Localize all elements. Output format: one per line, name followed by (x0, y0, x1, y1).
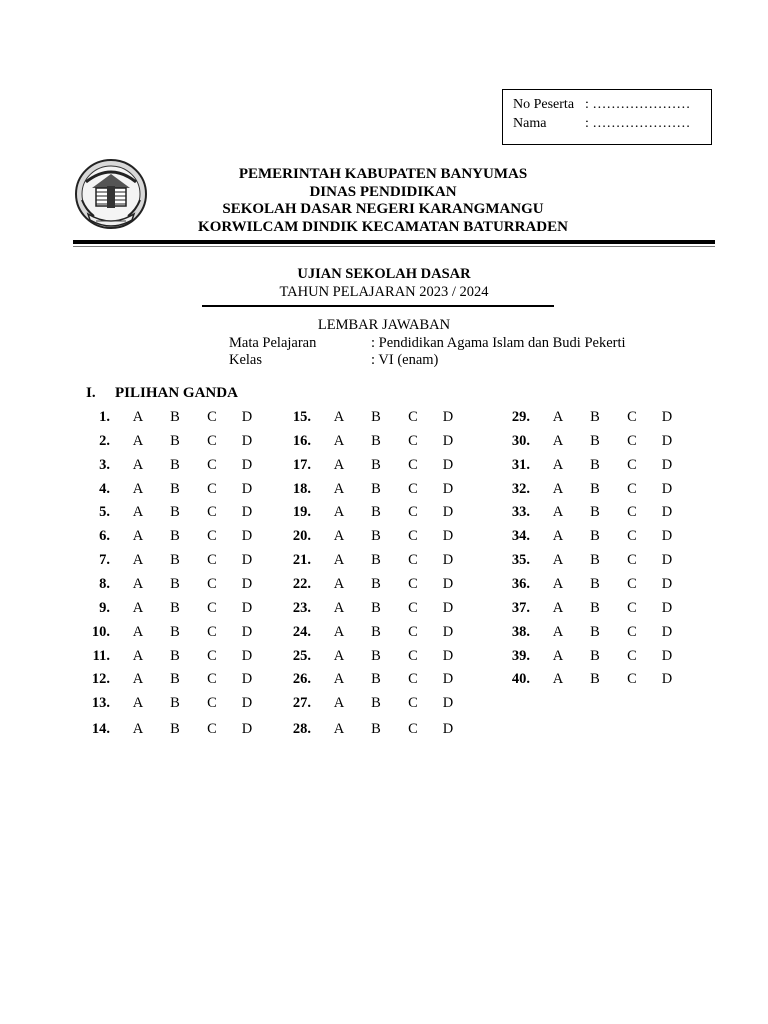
question-number: 2. (99, 433, 110, 449)
no-peserta-row (513, 95, 711, 114)
letterhead-divider-thin (73, 246, 715, 247)
answer-option[interactable]: C (408, 528, 418, 544)
answer-option[interactable]: D (661, 671, 673, 687)
nama-label: Nama (513, 116, 547, 131)
question-number: 38. (511, 624, 530, 640)
answer-option[interactable]: B (371, 576, 381, 592)
answer-option[interactable]: A (132, 504, 144, 520)
answer-option[interactable]: A (333, 576, 345, 592)
answer-option[interactable]: B (170, 721, 180, 737)
question-number: 7. (99, 552, 110, 568)
question-number: 17. (292, 457, 311, 473)
answer-option[interactable]: B (170, 433, 180, 449)
question-row (285, 456, 465, 474)
answer-option[interactable]: A (552, 433, 564, 449)
answer-option[interactable]: A (552, 552, 564, 568)
nama-row (513, 114, 711, 133)
answer-option[interactable]: C (627, 457, 637, 473)
answer-option[interactable]: B (371, 409, 381, 425)
answer-option[interactable]: A (132, 457, 144, 473)
answer-option[interactable]: D (661, 624, 673, 640)
answer-option[interactable]: B (371, 695, 381, 711)
answer-sheet-title: LEMBAR JAWABAN (317, 317, 451, 333)
answer-option[interactable]: B (170, 600, 180, 616)
answer-option[interactable]: B (590, 504, 600, 520)
question-number: 18. (292, 481, 311, 497)
question-row (84, 670, 264, 688)
question-number: 13. (91, 695, 110, 711)
answer-option[interactable]: C (408, 409, 418, 425)
answer-option[interactable]: A (552, 671, 564, 687)
question-row (84, 575, 264, 593)
header-line-2: DINAS PENDIDIKAN (309, 183, 457, 200)
question-row (285, 623, 465, 641)
answer-option[interactable]: D (661, 409, 673, 425)
answer-option[interactable]: A (132, 600, 144, 616)
answer-option[interactable]: C (627, 671, 637, 687)
answer-option[interactable]: C (207, 671, 217, 687)
answer-option[interactable]: C (207, 457, 217, 473)
question-row (504, 408, 684, 426)
question-number: 19. (292, 504, 311, 520)
answer-option[interactable]: D (442, 695, 454, 711)
answer-option[interactable]: A (333, 648, 345, 664)
question-row (84, 527, 264, 545)
question-number: 33. (511, 504, 530, 520)
answer-option[interactable]: B (371, 481, 381, 497)
answer-option[interactable]: D (241, 721, 253, 737)
answer-option[interactable]: D (241, 552, 253, 568)
answer-option[interactable]: B (590, 576, 600, 592)
question-number: 12. (91, 671, 110, 687)
answer-option[interactable]: B (590, 457, 600, 473)
answer-option[interactable]: D (661, 528, 673, 544)
question-row (504, 432, 684, 450)
question-row (504, 647, 684, 665)
answer-option[interactable]: D (442, 624, 454, 640)
answer-option[interactable]: C (627, 600, 637, 616)
answer-option[interactable]: A (552, 648, 564, 664)
answer-option[interactable]: C (207, 576, 217, 592)
answer-option[interactable]: D (241, 433, 253, 449)
answer-option[interactable]: A (333, 433, 345, 449)
answer-option[interactable]: B (170, 624, 180, 640)
question-number: 24. (292, 624, 311, 640)
question-number: 35. (511, 552, 530, 568)
question-number: 27. (292, 695, 311, 711)
answer-option[interactable]: D (661, 504, 673, 520)
answer-option[interactable]: C (627, 433, 637, 449)
question-row (84, 408, 264, 426)
question-number: 36. (511, 576, 530, 592)
question-number: 1. (99, 409, 110, 425)
answer-option[interactable]: D (241, 695, 253, 711)
answer-option[interactable]: B (371, 457, 381, 473)
answer-option[interactable]: B (371, 671, 381, 687)
section-heading (86, 384, 238, 402)
answer-option[interactable]: B (590, 433, 600, 449)
answer-option[interactable]: D (661, 457, 673, 473)
answer-option[interactable]: D (241, 576, 253, 592)
answer-option[interactable]: B (590, 552, 600, 568)
answer-option[interactable]: B (371, 504, 381, 520)
nama-value: : ………………… (585, 116, 691, 131)
answer-option[interactable]: B (590, 648, 600, 664)
question-number: 9. (99, 600, 110, 616)
question-number: 16. (292, 433, 311, 449)
question-row (504, 503, 684, 521)
answer-option[interactable]: A (132, 552, 144, 568)
answer-option[interactable]: C (207, 600, 217, 616)
question-row (285, 527, 465, 545)
question-number: 3. (99, 457, 110, 473)
exam-title-underline (202, 305, 554, 307)
question-number: 37. (511, 600, 530, 616)
answer-option[interactable]: A (333, 552, 345, 568)
answer-option[interactable]: A (552, 504, 564, 520)
answer-option[interactable]: B (590, 409, 600, 425)
question-number: 6. (99, 528, 110, 544)
answer-option[interactable]: D (661, 600, 673, 616)
answer-option[interactable]: B (371, 721, 381, 737)
letterhead (150, 166, 616, 236)
header-line-1: PEMERINTAH KABUPATEN BANYUMAS (238, 166, 528, 182)
question-number: 15. (292, 409, 311, 425)
answer-option[interactable]: B (590, 671, 600, 687)
answer-option[interactable]: B (170, 576, 180, 592)
header-line-4: KORWILCAM DINDIK KECAMATAN BATURRADEN (198, 218, 568, 235)
answer-option[interactable]: B (590, 600, 600, 616)
question-number: 14. (91, 721, 110, 737)
question-row (84, 480, 264, 498)
answer-option[interactable]: B (371, 552, 381, 568)
question-number: 25. (292, 648, 311, 664)
answer-option[interactable]: B (170, 409, 180, 425)
answer-option[interactable]: C (627, 648, 637, 664)
answer-option[interactable]: D (661, 433, 673, 449)
answer-option[interactable]: D (241, 457, 253, 473)
question-row (84, 623, 264, 641)
question-number: 10. (91, 624, 110, 640)
answer-option[interactable]: A (552, 457, 564, 473)
answer-option[interactable]: B (590, 481, 600, 497)
question-number: 40. (511, 671, 530, 687)
question-row (285, 647, 465, 665)
section-number: I. (86, 385, 96, 401)
answer-option[interactable]: B (371, 528, 381, 544)
question-row (84, 503, 264, 521)
answer-option[interactable]: A (333, 504, 345, 520)
answer-option[interactable]: C (408, 504, 418, 520)
answer-option[interactable]: B (170, 648, 180, 664)
answer-option[interactable]: C (408, 648, 418, 664)
answer-option[interactable]: C (207, 528, 217, 544)
answer-option[interactable]: D (442, 457, 454, 473)
answer-option[interactable]: A (552, 624, 564, 640)
answer-option[interactable]: B (371, 624, 381, 640)
answer-option[interactable]: A (552, 409, 564, 425)
answer-option[interactable]: D (661, 648, 673, 664)
question-row (504, 551, 684, 569)
answer-option[interactable]: C (408, 552, 418, 568)
answer-option[interactable]: B (170, 695, 180, 711)
answer-option[interactable]: B (170, 552, 180, 568)
answer-option[interactable]: C (207, 433, 217, 449)
answer-option[interactable]: B (170, 671, 180, 687)
no-peserta-label: No Peserta (513, 97, 575, 112)
answer-option[interactable]: D (241, 600, 253, 616)
answer-option[interactable]: C (207, 695, 217, 711)
answer-option[interactable]: D (442, 433, 454, 449)
answer-option[interactable]: A (132, 433, 144, 449)
question-row (504, 623, 684, 641)
answer-option[interactable]: C (207, 552, 217, 568)
question-row (84, 432, 264, 450)
section-title: PILIHAN GANDA (115, 385, 238, 401)
question-number: 21. (292, 552, 311, 568)
subject-value: : Pendidikan Agama Islam dan Budi Pekerti (371, 335, 626, 351)
answer-option[interactable]: A (132, 721, 144, 737)
question-number: 31. (511, 457, 530, 473)
answer-option[interactable]: B (170, 457, 180, 473)
answer-option[interactable]: D (442, 481, 454, 497)
answer-option[interactable]: B (371, 600, 381, 616)
answer-option[interactable]: C (627, 624, 637, 640)
answer-option[interactable]: D (241, 409, 253, 425)
class-label: Kelas (229, 352, 263, 368)
answer-option[interactable]: C (207, 648, 217, 664)
answer-option[interactable]: D (442, 409, 454, 425)
question-row (84, 551, 264, 569)
answer-option[interactable]: B (170, 504, 180, 520)
question-number: 32. (511, 481, 530, 497)
answer-option[interactable]: C (207, 721, 217, 737)
answer-option[interactable]: D (241, 504, 253, 520)
question-number: 39. (511, 648, 530, 664)
answer-option[interactable]: A (132, 576, 144, 592)
question-number: 29. (511, 409, 530, 425)
answer-option[interactable]: C (207, 481, 217, 497)
answer-option[interactable]: A (333, 695, 345, 711)
question-row (285, 575, 465, 593)
question-row (285, 599, 465, 617)
answer-option[interactable]: D (661, 576, 673, 592)
participant-box (502, 89, 712, 145)
answer-option[interactable]: A (132, 624, 144, 640)
question-row (285, 432, 465, 450)
question-row (84, 694, 264, 712)
answer-option[interactable]: A (333, 721, 345, 737)
answer-option[interactable]: A (333, 600, 345, 616)
answer-option[interactable]: A (132, 528, 144, 544)
answer-option[interactable]: A (552, 481, 564, 497)
question-number: 8. (99, 576, 110, 592)
answer-option[interactable]: A (552, 600, 564, 616)
answer-option[interactable]: D (241, 624, 253, 640)
answer-option[interactable]: A (333, 671, 345, 687)
question-row (84, 599, 264, 617)
answer-option[interactable]: B (170, 481, 180, 497)
answer-option[interactable]: A (132, 648, 144, 664)
answer-option[interactable]: D (442, 721, 454, 737)
answer-option[interactable]: D (442, 504, 454, 520)
subject-label: Mata Pelajaran (229, 335, 317, 351)
answer-option[interactable]: A (333, 481, 345, 497)
question-number: 28. (292, 721, 311, 737)
header-line-3: SEKOLAH DASAR NEGERI KARANGMANGU (222, 201, 544, 217)
answer-option[interactable]: A (333, 409, 345, 425)
question-row (84, 720, 264, 738)
answer-option[interactable]: C (408, 671, 418, 687)
answer-option[interactable]: D (661, 481, 673, 497)
question-row (285, 694, 465, 712)
answer-option[interactable]: B (170, 528, 180, 544)
question-number: 4. (99, 481, 110, 497)
answer-option[interactable]: B (371, 648, 381, 664)
question-number: 26. (292, 671, 311, 687)
answer-option[interactable]: C (207, 409, 217, 425)
question-row (285, 503, 465, 521)
answer-option[interactable]: C (408, 457, 418, 473)
question-row (504, 575, 684, 593)
subject-row (229, 335, 626, 352)
answer-option[interactable]: B (371, 433, 381, 449)
question-row (285, 551, 465, 569)
question-row (84, 456, 264, 474)
answer-option[interactable]: C (627, 552, 637, 568)
banyumas-regency-emblem-icon (74, 158, 148, 230)
answer-option[interactable]: B (590, 528, 600, 544)
answer-option[interactable]: A (552, 576, 564, 592)
question-number: 22. (292, 576, 311, 592)
answer-option[interactable]: D (442, 671, 454, 687)
letterhead-divider-thick (73, 240, 715, 244)
answer-option[interactable]: D (241, 671, 253, 687)
answer-option[interactable]: C (207, 624, 217, 640)
question-number: 20. (292, 528, 311, 544)
answer-option[interactable]: C (408, 481, 418, 497)
answer-option[interactable]: D (241, 481, 253, 497)
answer-option[interactable]: B (590, 624, 600, 640)
question-number: 11. (92, 648, 110, 664)
question-row (285, 670, 465, 688)
answer-option[interactable]: A (132, 695, 144, 711)
answer-option[interactable]: A (132, 409, 144, 425)
answer-option[interactable]: C (627, 481, 637, 497)
question-row (285, 408, 465, 426)
question-row (285, 720, 465, 738)
question-number: 30. (511, 433, 530, 449)
answer-option[interactable]: C (408, 695, 418, 711)
question-number: 5. (99, 504, 110, 520)
answer-option[interactable]: C (627, 528, 637, 544)
answer-option[interactable]: A (552, 528, 564, 544)
answer-option[interactable]: D (241, 648, 253, 664)
question-row (504, 670, 684, 688)
question-row (504, 456, 684, 474)
answer-option[interactable]: D (442, 528, 454, 544)
answer-option[interactable]: C (627, 409, 637, 425)
answer-option[interactable]: A (333, 624, 345, 640)
question-number: 23. (292, 600, 311, 616)
answer-option[interactable]: D (442, 600, 454, 616)
answer-option[interactable]: A (132, 671, 144, 687)
answer-option[interactable]: C (408, 576, 418, 592)
answer-option[interactable]: C (627, 576, 637, 592)
exam-title: UJIAN SEKOLAH DASAR (297, 266, 471, 282)
answer-option[interactable]: C (408, 600, 418, 616)
answer-option[interactable]: D (442, 552, 454, 568)
answer-option[interactable]: C (408, 624, 418, 640)
answer-option[interactable]: C (408, 433, 418, 449)
answer-option[interactable]: A (333, 457, 345, 473)
question-row (504, 527, 684, 545)
answer-option[interactable]: D (661, 552, 673, 568)
no-peserta-value: : ………………… (585, 97, 691, 112)
question-number: 34. (511, 528, 530, 544)
answer-option[interactable]: D (241, 528, 253, 544)
answer-option[interactable]: A (132, 481, 144, 497)
question-row (504, 480, 684, 498)
question-row (504, 599, 684, 617)
answer-option[interactable]: A (333, 528, 345, 544)
question-row (84, 647, 264, 665)
answer-option[interactable]: D (442, 648, 454, 664)
exam-year: TAHUN PELAJARAN 2023 / 2024 (279, 284, 489, 300)
question-row (285, 480, 465, 498)
answer-option[interactable]: C (207, 504, 217, 520)
class-row (229, 352, 438, 369)
answer-option[interactable]: C (408, 721, 418, 737)
answer-option[interactable]: C (627, 504, 637, 520)
answer-option[interactable]: D (442, 576, 454, 592)
class-value: : VI (enam) (371, 352, 439, 368)
